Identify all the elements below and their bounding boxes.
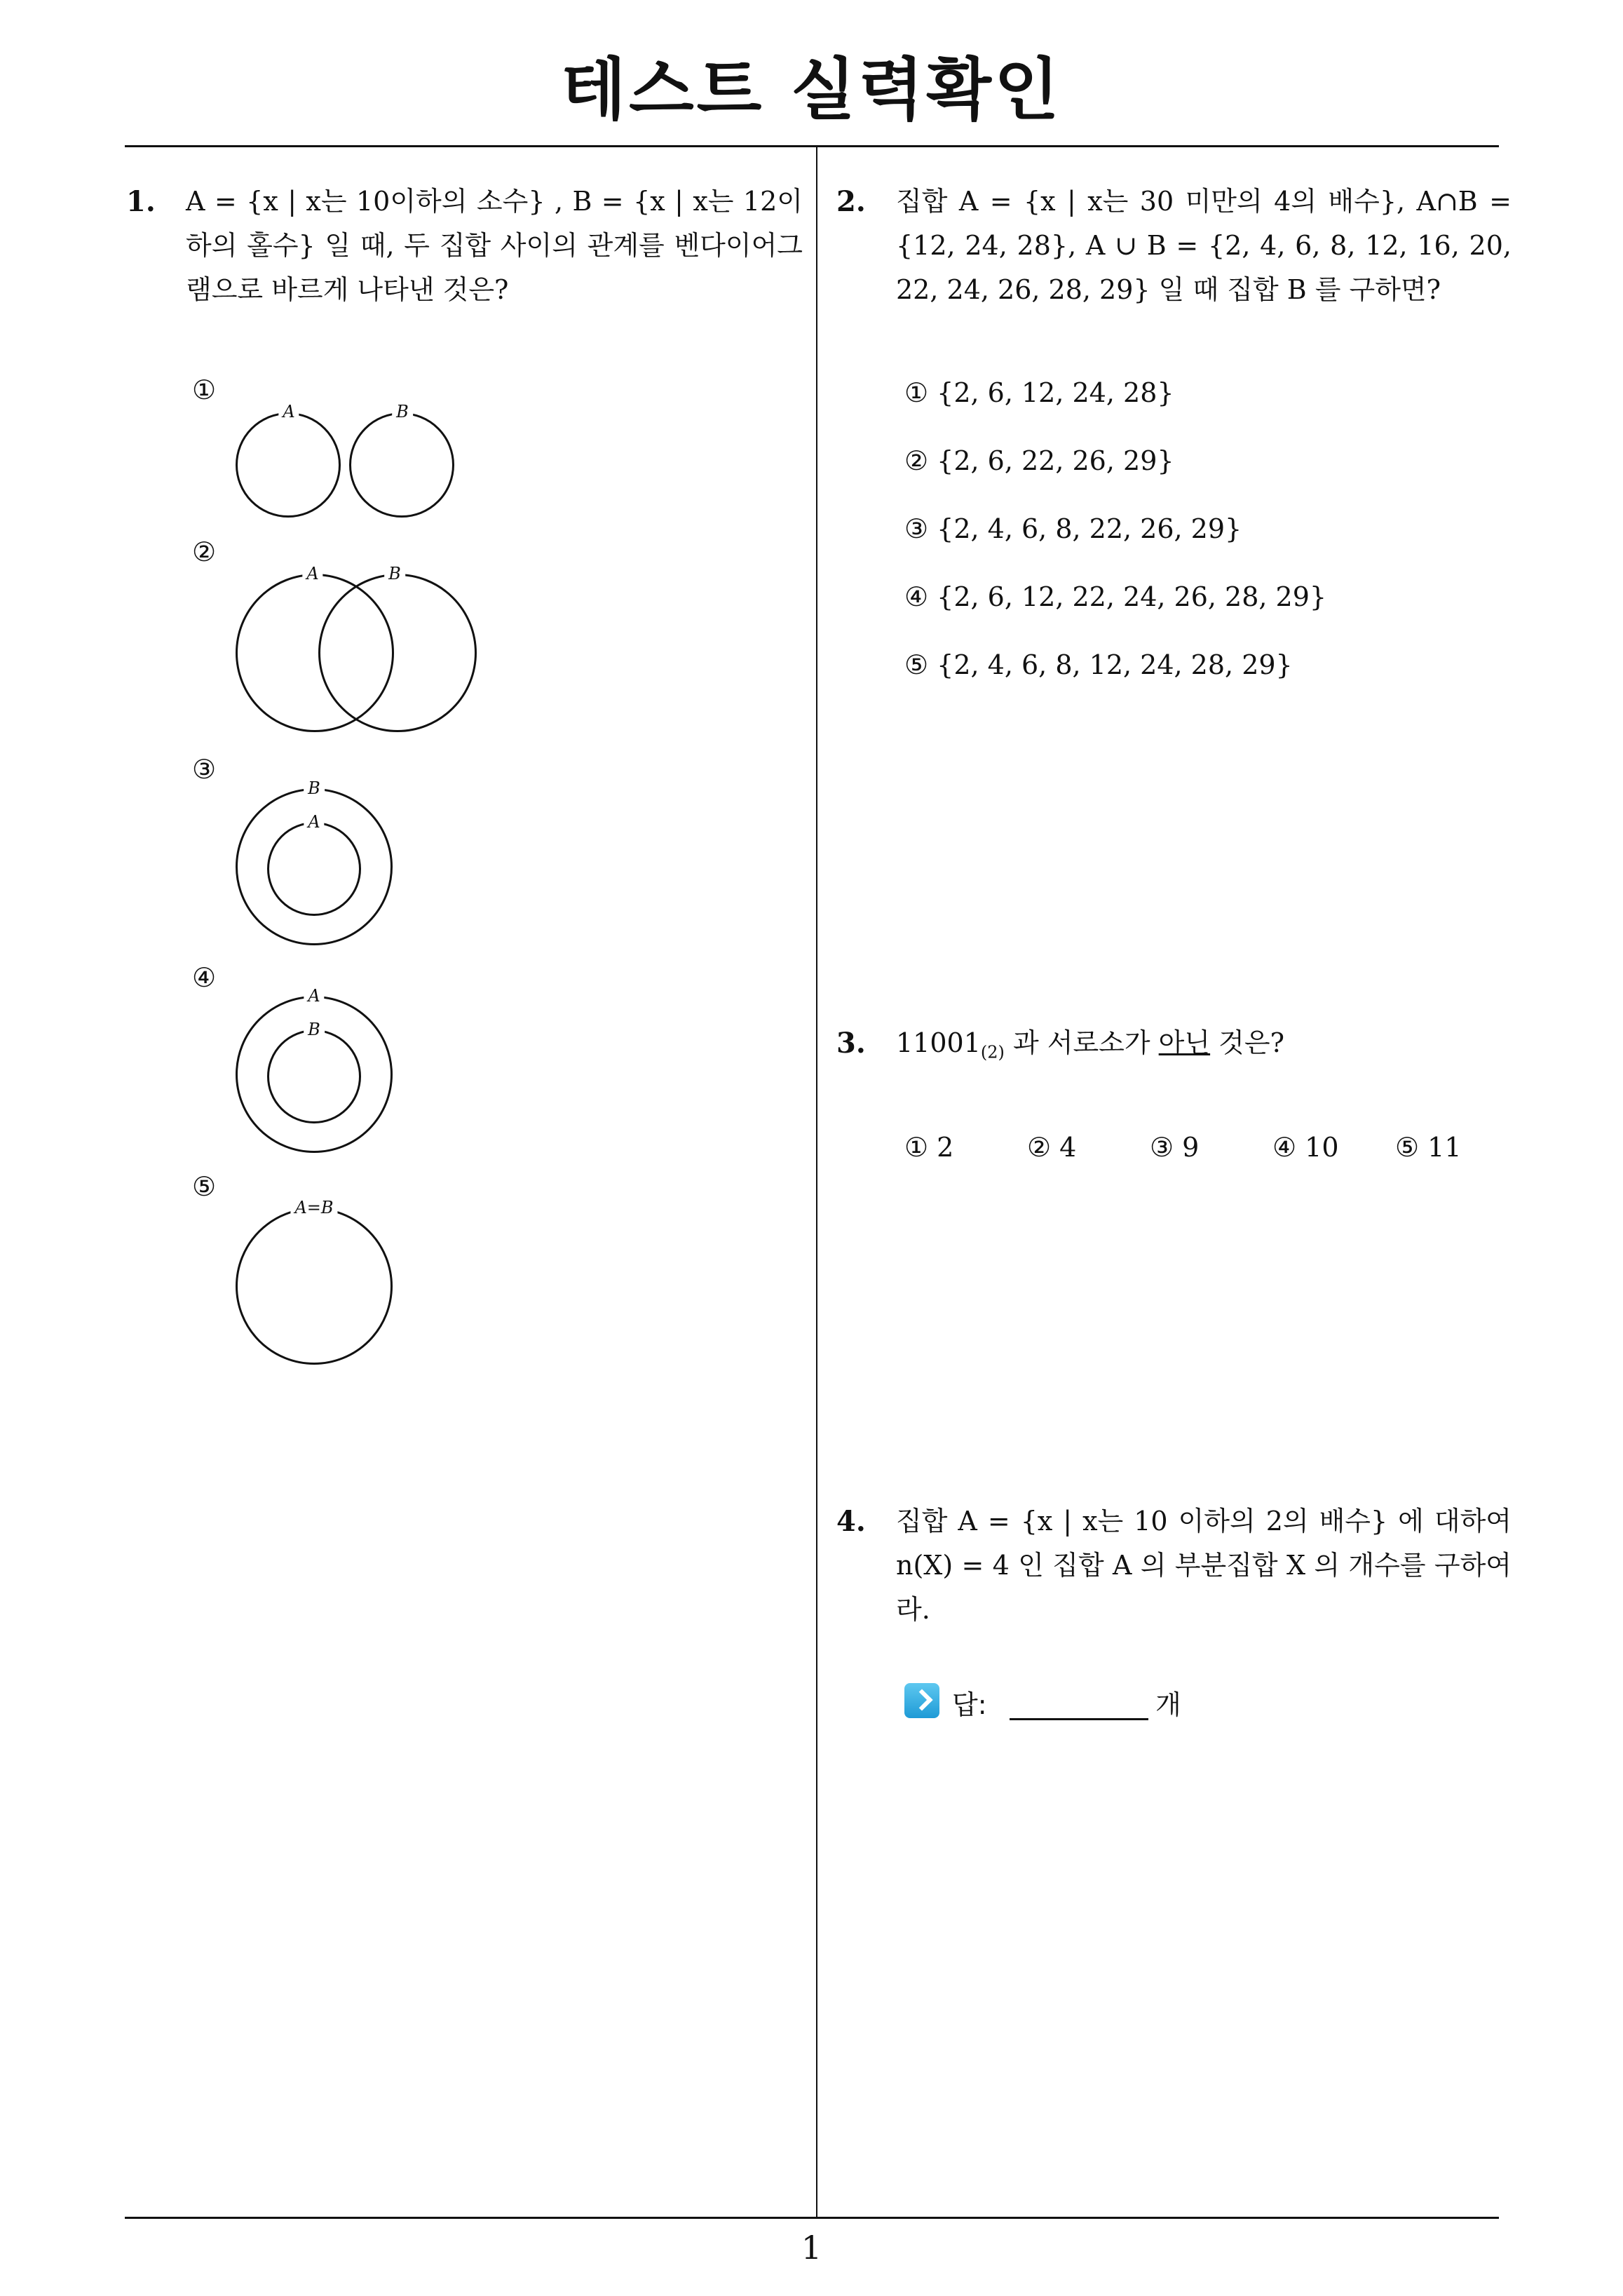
question-text: 집합 A = {x | x는 30 미만의 4의 배수}, A∩B = {12, 24, 28}, A ∪ B = {2, 4, 6, 8, 12, 16, 20, 22, 24, 26, 28, 29} 일 때 집합 B 를 구하면?	[896, 186, 1512, 305]
option-label-2[interactable]: ②	[192, 536, 217, 567]
set-label: B	[392, 402, 413, 421]
choice-2[interactable]: ② {2, 6, 22, 26, 29}	[904, 445, 1174, 476]
choice-5[interactable]: ⑤ 11	[1395, 1132, 1462, 1163]
set-label: A	[304, 812, 324, 832]
question-text: 집합 A = {x | x는 10 이하의 2의 배수} 에 대하여 n(X) = 4 인 집합 A 의 부분집합 X 의 개수를 구하여라.	[896, 1506, 1512, 1625]
set-b-circle	[349, 412, 454, 518]
choice-1[interactable]: ① 2	[904, 1132, 954, 1163]
set-ab-circle	[236, 1208, 393, 1365]
question-text: A = {x | x는 10이하의 소수} , B = {x | x는 12이하의 홀수} 일 때, 두 집합 사이의 관계를 벤다이어그램으로 바르게 나타낸 것은?	[186, 186, 803, 305]
set-label: A	[278, 402, 299, 421]
choice-5[interactable]: ⑤ {2, 4, 6, 8, 12, 24, 28, 29}	[904, 649, 1293, 680]
footer-rule	[125, 2217, 1499, 2219]
choice-2[interactable]: ② 4	[1027, 1132, 1077, 1163]
question-number: 3.	[836, 1027, 866, 1060]
choice-3[interactable]: ③ {2, 4, 6, 8, 22, 26, 29}	[904, 513, 1242, 544]
set-label: A	[302, 564, 322, 583]
column-divider	[816, 145, 817, 2217]
set-b-circle	[267, 1029, 361, 1123]
answer-unit: 개	[1155, 1689, 1181, 1720]
option-label-4[interactable]: ④	[192, 962, 217, 993]
option-label-5[interactable]: ⑤	[192, 1171, 217, 1202]
choice-3[interactable]: ③ 9	[1150, 1132, 1200, 1163]
set-a-circle	[236, 412, 341, 518]
choice-4[interactable]: ④ 10	[1272, 1132, 1339, 1163]
set-label: B	[304, 1020, 325, 1039]
answer-arrow-icon	[904, 1683, 939, 1718]
question-number: 1.	[126, 185, 156, 218]
answer-label: 답:	[952, 1689, 987, 1720]
question-number: 2.	[836, 185, 866, 218]
question-text: $11001_{(2)}$ 과 서로소가 아닌 것은?	[896, 1027, 1284, 1062]
set-b-circle	[318, 574, 477, 732]
set-label: A	[304, 986, 324, 1006]
page-title: 테스트 실력확인	[561, 50, 1062, 129]
set-label: B	[384, 564, 405, 583]
question-number: 4.	[836, 1505, 866, 1538]
page-number: 1	[801, 2229, 822, 2267]
set-label: B	[304, 778, 325, 798]
answer-blank[interactable]	[1010, 1690, 1148, 1720]
choice-4[interactable]: ④ {2, 6, 12, 22, 24, 26, 28, 29}	[904, 581, 1327, 612]
set-a-circle	[267, 822, 361, 916]
option-label-3[interactable]: ③	[192, 754, 217, 785]
choice-1[interactable]: ① {2, 6, 12, 24, 28}	[904, 377, 1174, 408]
set-label: A=B	[290, 1198, 337, 1217]
header-rule	[125, 145, 1499, 147]
option-label-1[interactable]: ①	[192, 374, 217, 405]
